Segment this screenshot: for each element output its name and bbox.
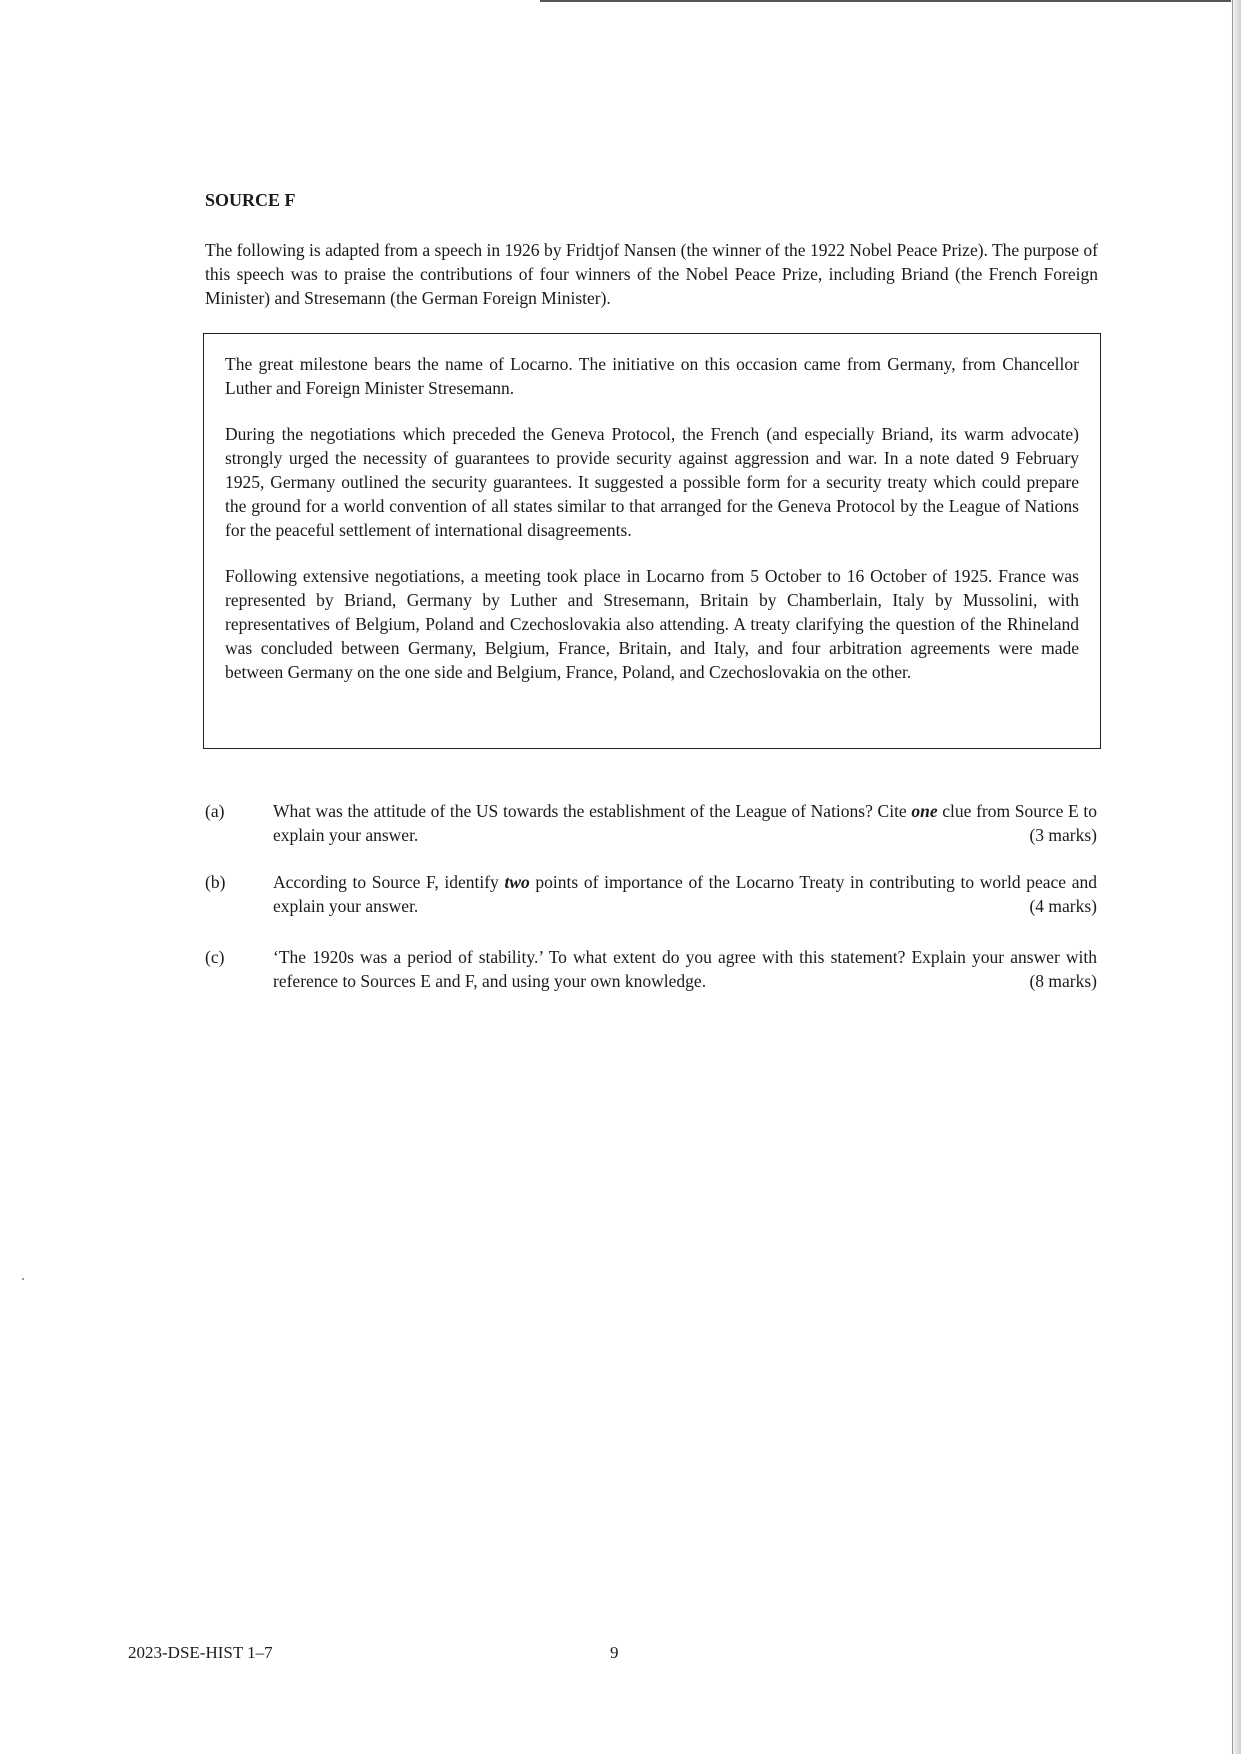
question-a [205,799,1097,847]
question-b [205,870,1097,918]
question-letter: (b) [205,872,226,892]
scan-speck [22,1278,24,1280]
page-number: 9 [610,1643,619,1662]
question-text-part: points of importance of the Locarno Treaty in contributing to world peace and explain your answer. [273,872,1097,916]
source-paragraph: The great milestone bears the name of Locarno. The initiative on this occasion came from Germany, from Chancellor Luther and Foreign Minister Stresemann. [225,354,1079,398]
scan-edge-line [1232,0,1233,1754]
question-c [205,945,1097,993]
question-marks: (3 marks) [1029,825,1097,845]
question-text [273,945,1097,993]
scan-edge-top [540,0,1241,2]
question-emphasis: one [911,801,938,821]
source-paragraph: During the negotiations which preceded the Geneva Protocol, the French (and especially Briand, its warm advocate) strongly urged the necessity of guarantees to provide security against aggression and war. In a note dated 9 February 1925, Germany outlined the security guarantees. It suggested a possible form for a security treaty which could prepare the ground for a world convention of all states similar to that arranged for the Geneva Protocol by the League of Nations for the peaceful settlement of international disagreements. [225,424,1079,540]
question-marks: (4 marks) [1029,896,1097,916]
question-marks: (8 marks) [1029,971,1097,991]
question-text-part: According to Source F, identify [273,872,505,892]
question-text-part: ‘The 1920s was a period of stability.’ To what extent do you agree with this statement? Explain your answer with reference to Sources E and F, and using your own knowledge. [273,947,1097,991]
source-heading: SOURCE F [205,190,296,210]
question-text [273,870,1097,918]
source-extract-box [203,333,1101,749]
question-text [273,799,1097,847]
question-emphasis: two [504,872,530,892]
question-text-part: clue from Source E to explain your answer. [273,801,1098,845]
question-letter: (c) [205,947,225,967]
source-paragraph: Following extensive negotiations, a meeting took place in Locarno from 5 October to 16 October of 1925. France was represented by Briand, Germany by Luther and Stresemann, Britain by Chamberlain, Italy by Mussolini, with representatives of Belgium, Poland and Czechoslovakia also attending. A treaty clarifying the question of the Rhineland was concluded between Germany, Belgium, France, Britain, and Italy, and four arbitration agreements were made between Germany on the one side and Belgium, France, Poland, and Czechoslovakia on the other. [225,566,1079,682]
paper-code: 2023-DSE-HIST 1–7 [128,1643,273,1662]
source-intro: The following is adapted from a speech in 1926 by Fridtjof Nansen (the winner of the 1922 Nobel Peace Prize). The purpose of this speech was to praise the contributions of four winners of the Nobel Peace Prize, including Briand (the French Foreign Minister) and Stresemann (the German Foreign Minister). [205,240,1098,308]
question-text-part: What was the attitude of the US towards the establishment of the League of Nations? Cite [273,801,912,821]
question-letter: (a) [205,801,225,821]
